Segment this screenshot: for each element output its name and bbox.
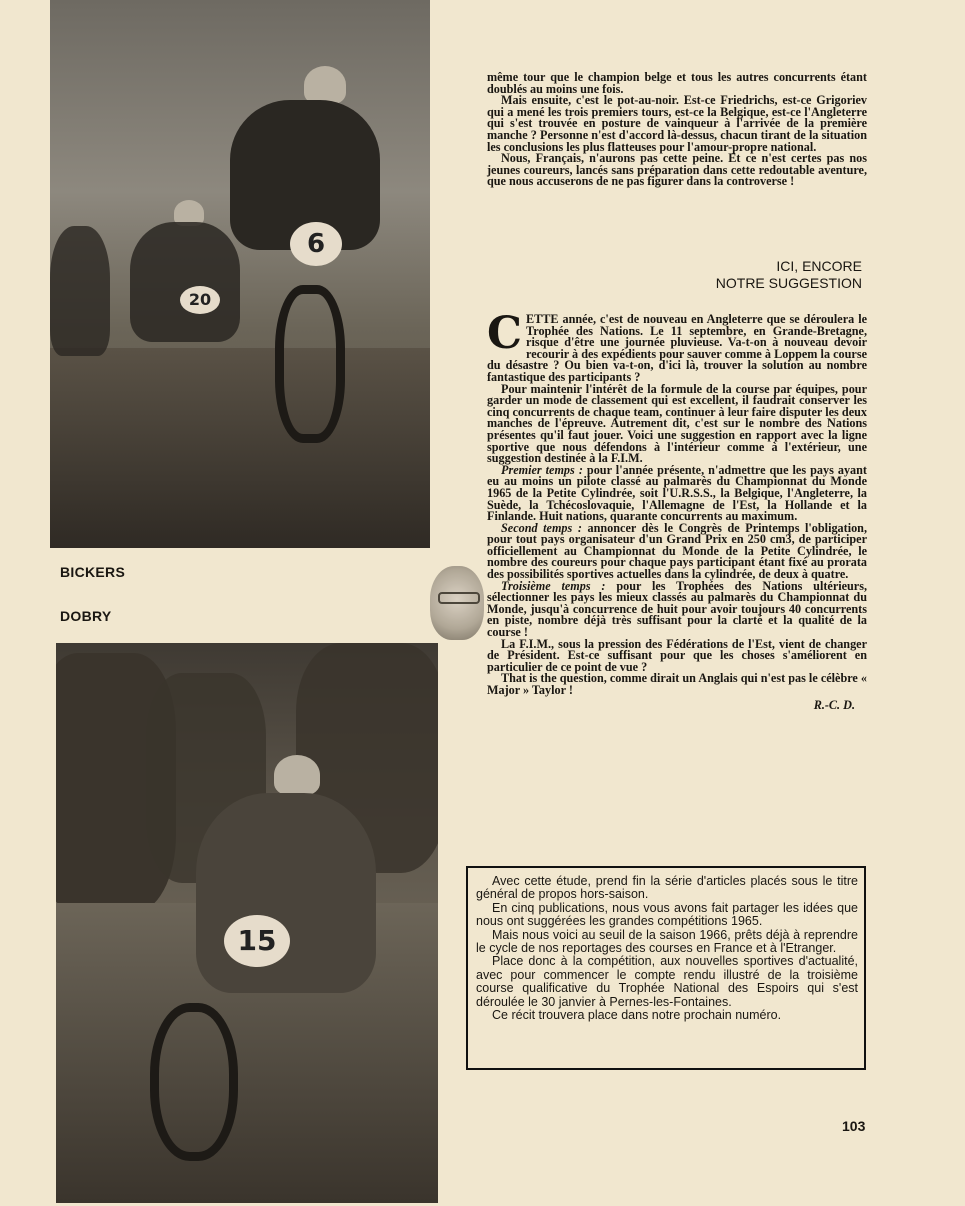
paragraph-text: pour les Trophées des Nations ultérieurs, sélectionner les pays les mieux classés au palmarès du Championnat du Monde, jusqu'à concurrence de huit pour avoir toujours 40 concurrents en piste, nombre déjà très suffisant pour la clarté et la qualité de la course ! (487, 578, 867, 640)
paragraph-text: ETTE année, c'est de nouveau en Angleterre que se déroulera le Trophée des Nations. Le 11 septembre, en Grande-Bretagne, risque d'être une journée pluvieuse. Va-t-on à nouveau devoir recourir à des expédients pour sauver comme à Loppem la course du désastre ? Ou bien va-t-on, d'ici là, trouver la solution au nombre fantastique des participants ? (487, 312, 867, 384)
photo-ground (50, 348, 430, 548)
paragraph-text: annoncer dès le Congrès de Printemps l'obligation, pour tout pays organisateur d'un Grand Prix en 250 cm3, de participer officiellement au Championnat du Monde de la Petite Cylindrée, le nombre des coureurs pour chaque pays participant étant fixé au prorata des possibilités sportives actuelles dans la cylindrée, de deux à quatre. (487, 520, 868, 582)
front-wheel-dobry (150, 1003, 238, 1161)
rider-helmet (304, 66, 346, 104)
notice-paragraph: En cinq publications, nous vous avons fait partager les idées que nous ont suggérées les grandes compétitions 1965. (476, 900, 858, 929)
race-plate-number-dobry: 15 (224, 915, 290, 967)
paragraph-label: Troisième temps : (501, 578, 606, 593)
paragraph (487, 520, 868, 582)
paragraph: That is the question, comme dirait un Anglais qui n'est pas le célèbre « Major » Taylor ! (487, 671, 867, 697)
paragraph: Pour maintenir l'intérêt de la formule de la course par équipes, pour garder un mode de classement qui est excellent, il faudrait conserver les cinq concurrents de chaque team, continuer à leur faire disputer les deux manches de l'épreuve. Autrement dit, c'est sur le nombre des Nations présentes qu'il faut jouer. Voici une suggestion en rapport avec la ligne sportive que nous défendons à l'intérieur comme à l'extérieur, une suggestion destinée à la F.I.M. (487, 381, 867, 466)
paragraph-label: Premier temps : (501, 462, 583, 477)
rider-figure-second (130, 222, 240, 342)
rider-figure-third (50, 226, 110, 356)
section-heading (640, 258, 862, 292)
paragraph-label: Second temps : (501, 520, 582, 535)
race-plate-number: 6 (290, 222, 342, 266)
paragraph: Mais ensuite, c'est le pot-au-noir. Est-ce Friedrichs, est-ce Grigoriev qui a mené les trois premiers tours, est-ce la Belgique, est-ce l'Angleterre qui s'est trouvée en posture de vainqueur à l'arrivée de la première manche ? Personne n'est d'accord là-dessus, chacun tirant de la situation les conclusions les plus flatteuses pour l'amour-propre national. (487, 93, 867, 154)
editorial-notice-box (466, 866, 866, 1070)
author-signature: R.-C. D. (813, 697, 855, 712)
heading-line: ICI, ENCORE (776, 258, 862, 274)
article-continuation (487, 72, 867, 188)
author-portrait (430, 566, 484, 640)
rider-figure-dobry (196, 793, 376, 993)
notice-paragraph: Mais nous voici au seuil de la saison 1966, prêts déjà à reprendre le cycle de nos reportages des courses en France et à l'Etranger. (476, 927, 858, 956)
notice-paragraph: Place donc à la compétition, aux nouvelles sportives d'actualité, avec pour commencer le compte rendu illustré de la troisième course qualificative du Trophée National des Espoirs qui s'est déroulée le 30 janvier à Pernes-les-Fontaines. (476, 954, 858, 1009)
front-wheel (275, 285, 345, 443)
heading-line: NOTRE SUGGESTION (715, 275, 862, 291)
paragraph-intro (487, 308, 867, 384)
race-plate-number-second: 20 (180, 286, 220, 314)
paragraph: Nous, Français, n'aurons pas cette peine. Et ce n'est certes pas nos jeunes coureurs, lancés sans préparation dans cette redoutable aventure, que nous accuserons de ne pas figurer dans la controverse ! (487, 151, 867, 189)
notice-paragraph: Ce récit trouvera place dans notre prochain numéro. (492, 1008, 782, 1023)
glasses-icon (438, 592, 480, 604)
paragraph: La F.I.M., sous la pression des Fédérations de l'Est, vient de changer de Président. Est-ce suffisant pour que les choses s'améliorent en particulier de ce point de vue ? (487, 636, 867, 674)
paragraph: même tour que le champion belge et tous les autres concurrents étant doublés au moins une fois. (487, 70, 867, 96)
paragraph (487, 462, 867, 524)
photo-bickers (50, 0, 430, 548)
paragraph (487, 578, 867, 640)
notice-paragraph: Avec cette étude, prend fin la série d'articles placés sous le titre général de propos hors-saison. (476, 874, 858, 902)
drop-cap: C (487, 308, 523, 359)
caption-bickers: BICKERS (60, 564, 126, 580)
rider-helmet-dobry (274, 755, 320, 795)
caption-dobry: DOBRY (60, 608, 112, 624)
article-body (487, 308, 868, 712)
page-number: 103 (842, 1118, 866, 1134)
photo-dobry (56, 643, 438, 1203)
paragraph-text: pour l'année présente, n'admettre que les pays ayant eu au moins un pilote classé au palmarès du Championnat du Monde 1965 de la Petite Cylindrée, soit l'U.R.S.S., la Belgique, l'Angleterre, la Suède, la Tchécoslovaquie, l'Allemagne de l'Est, la Hollande et la Finlande. Huit nations, quarante concurrents au maximum. (487, 462, 867, 524)
